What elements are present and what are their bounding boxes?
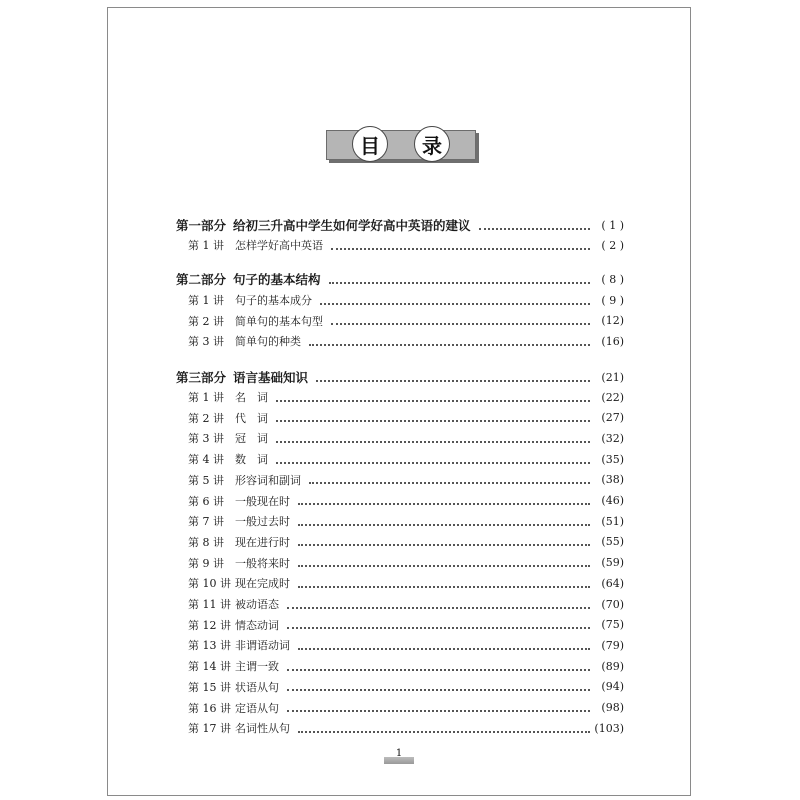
toc-entry-title: 一般过去时 [235, 515, 290, 529]
toc-entry-page: (98) [601, 701, 624, 714]
toc-leader-dots [329, 281, 590, 284]
toc-leader-dots [331, 322, 590, 325]
toc-entry-title: 简单句的种类 [235, 335, 301, 349]
toc-part-row [176, 270, 624, 288]
toc-lecture-row [188, 451, 624, 467]
toc-entry-title: 现在完成时 [235, 577, 290, 591]
toc-entry-title: 定语从句 [235, 701, 279, 715]
toc-entry-label: 第 6 讲 [188, 494, 224, 508]
toc-leader-dots [298, 523, 590, 526]
toc-lecture-row [188, 410, 624, 426]
toc-entry-page: (94) [601, 680, 624, 694]
toc-lecture-row [188, 389, 624, 405]
toc-leader-dots [287, 668, 590, 671]
toc-leader-dots [298, 647, 590, 650]
toc-entry-label: 第 5 讲 [188, 473, 224, 487]
toc-entry-title: 情态动词 [235, 618, 279, 632]
toc-entry-label: 第三部分 [176, 370, 227, 385]
heading-char-2: 录 [414, 126, 450, 162]
toc-lecture-row [188, 513, 624, 529]
toc-entry-page: (32) [601, 431, 624, 445]
toc-entry-label: 第 8 讲 [188, 535, 224, 549]
toc-lecture-row [188, 472, 624, 488]
toc-leader-dots [298, 564, 590, 567]
toc-entry-page: (79) [601, 638, 624, 652]
toc-entry-title: 代 词 [235, 411, 268, 425]
toc-entry-page: (103) [594, 721, 624, 735]
toc-lecture-row [188, 292, 624, 308]
toc-entry-label: 第 3 讲 [188, 335, 224, 349]
toc-entry-title: 一般将来时 [235, 556, 290, 570]
toc-lecture-row [188, 534, 624, 550]
toc-entry-page: ( 1 ) [601, 218, 624, 232]
toc-lecture-row [188, 596, 624, 612]
toc-entry-label: 第 3 讲 [188, 432, 224, 446]
toc-entry-page: (12) [601, 314, 624, 328]
toc-leader-dots [298, 730, 590, 733]
toc-lecture-row [188, 575, 624, 591]
toc-leader-dots [276, 440, 590, 443]
toc-leader-dots [276, 419, 590, 422]
toc-entry-page: ( 8 ) [601, 272, 624, 286]
toc-leader-dots [276, 399, 590, 402]
toc-entry-title: 名词性从句 [235, 722, 290, 736]
toc-entry-label: 第 9 讲 [188, 556, 224, 570]
toc-lecture-row [188, 313, 624, 329]
toc-entry-page: (35) [601, 452, 624, 466]
toc-entry-label: 第 2 讲 [188, 314, 224, 328]
toc-entry-title: 状语从句 [235, 680, 279, 694]
toc-lecture-row [188, 237, 624, 253]
toc-entry-title: 冠 词 [235, 432, 268, 446]
toc-entry-title: 简单句的基本句型 [235, 314, 323, 328]
toc-entry-page: (55) [601, 535, 624, 549]
toc-entry-title: 一般现在时 [235, 494, 290, 508]
toc-lecture-row [188, 679, 624, 695]
toc-entry-title: 形容词和副词 [235, 473, 301, 487]
toc-entry-title: 给初三升高中学生如何学好高中英语的建议 [233, 218, 471, 233]
toc-entry-label: 第 1 讲 [188, 294, 224, 307]
toc-leader-dots [298, 585, 590, 588]
toc-entry-label: 第 1 讲 [188, 239, 224, 252]
toc-entry-title: 名 词 [235, 391, 268, 404]
toc-entry-title: 非谓语动词 [235, 639, 290, 653]
toc-entry-page: (22) [601, 390, 624, 404]
toc-leader-dots [287, 709, 590, 712]
toc-entry-label: 第 15 讲 [188, 680, 231, 694]
toc-entry-page: ( 9 ) [601, 293, 624, 307]
toc-leader-dots [479, 227, 590, 230]
toc-entry-label: 第 16 讲 [188, 701, 231, 715]
toc-entry-label: 第 14 讲 [188, 660, 231, 674]
toc-entry-page: ( 2 ) [601, 238, 624, 252]
toc-lecture-row [188, 700, 624, 716]
toc-entry-label: 第 10 讲 [188, 577, 231, 591]
toc-entry-page: (59) [601, 556, 624, 570]
toc-leader-dots [287, 606, 590, 609]
toc-leader-dots [287, 626, 590, 629]
toc-entry-title: 句子的基本结构 [233, 272, 321, 287]
toc-entry-page: (70) [601, 597, 624, 611]
toc-entry-title: 数 词 [235, 453, 268, 467]
toc-entry-label: 第 17 讲 [188, 722, 231, 736]
toc-entry-label: 第 7 讲 [188, 515, 224, 529]
toc-lecture-row [188, 555, 624, 571]
toc-entry-label: 第二部分 [176, 272, 227, 287]
toc-leader-dots [298, 502, 590, 505]
toc-lecture-row [188, 720, 624, 736]
footer-page-number: 1 [384, 748, 414, 764]
toc-lecture-row [188, 493, 624, 509]
toc-part-row [176, 216, 624, 234]
toc-leader-dots [276, 461, 590, 464]
toc-leader-dots [316, 379, 590, 382]
toc-entry-label: 第 2 讲 [188, 411, 224, 425]
toc-lecture-row [188, 333, 624, 349]
toc-entry-title: 被动语态 [235, 598, 279, 611]
toc-entry-page: (75) [601, 618, 624, 632]
toc-entry-title: 句子的基本成分 [235, 294, 312, 307]
toc-lecture-row [188, 430, 624, 446]
toc-leader-dots [309, 343, 590, 346]
toc-lecture-row [188, 658, 624, 674]
toc-entry-page: (21) [601, 370, 624, 384]
toc-entry-page: (51) [601, 514, 624, 528]
toc-entry-title: 语言基础知识 [233, 370, 309, 385]
toc-entry-title: 怎样学好高中英语 [235, 239, 323, 252]
toc-entry-title: 现在进行时 [235, 535, 290, 549]
toc-entry-label: 第 1 讲 [188, 391, 224, 404]
toc-entry-title: 主谓一致 [235, 660, 279, 674]
toc-entry-page: (16) [601, 334, 624, 348]
toc-leader-dots [287, 688, 590, 691]
toc-entry-page: (38) [601, 473, 624, 487]
toc-leader-dots [309, 481, 590, 484]
toc-leader-dots [331, 247, 590, 250]
toc-entry-label: 第 11 讲 [188, 598, 231, 611]
toc-part-row [176, 368, 624, 386]
toc-entry-label: 第 4 讲 [188, 453, 224, 467]
toc-entry-page: (27) [601, 411, 624, 425]
toc-entry-label: 第 12 讲 [188, 618, 231, 632]
toc-leader-dots [298, 543, 590, 546]
heading-char-1: 目 [352, 126, 388, 162]
toc-leader-dots [320, 302, 590, 305]
toc-entry-page: (89) [601, 659, 624, 673]
toc-entry-page: (64) [601, 576, 624, 590]
toc-entry-label: 第 13 讲 [188, 639, 231, 653]
toc-entry-page: (46) [601, 494, 624, 507]
toc-lecture-row [188, 637, 624, 653]
toc-entry-label: 第一部分 [176, 218, 227, 233]
toc-lecture-row [188, 617, 624, 633]
